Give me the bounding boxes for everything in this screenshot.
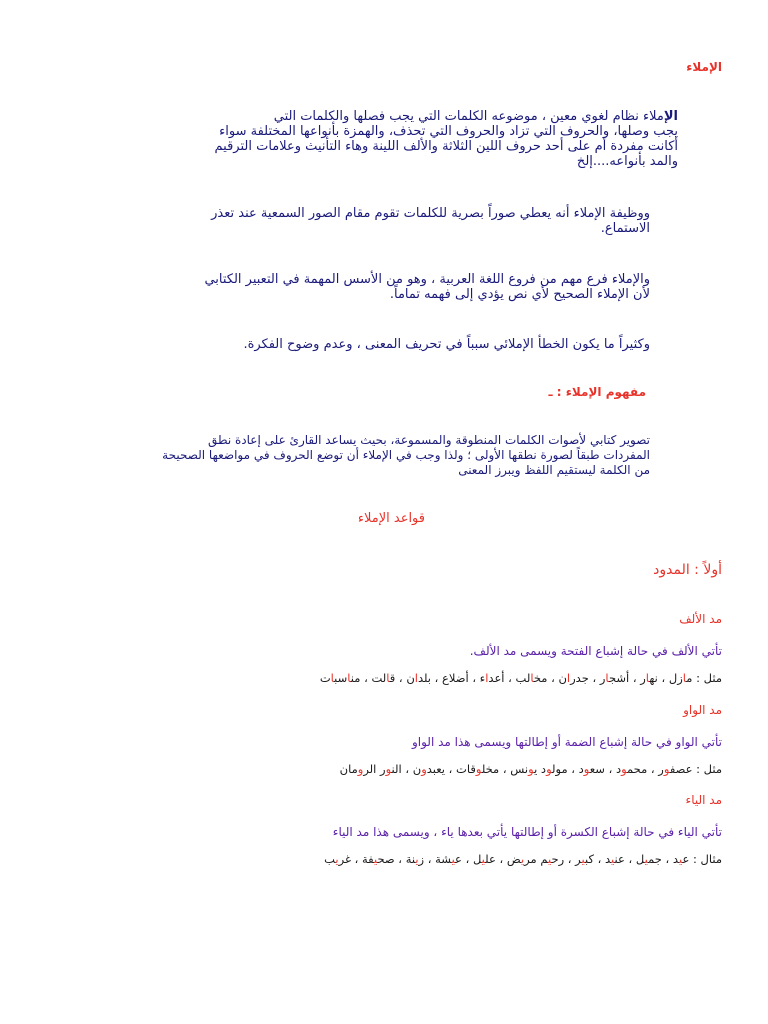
intro-paragraph (38, 109, 678, 169)
alif-example-list: مازل ، نهار ، أشجار ، جدران ، مخالب ، أعداء ، أضلع ، بلدان ، قالت ، مناسبات (319, 671, 693, 685)
example-word: كبير (575, 852, 594, 866)
example-word: قالت (371, 671, 396, 685)
concept-paragraph (10, 433, 650, 478)
intro-line-1: الإملاء نظام لغوي معين ، موضوعه الكلمات التي يجب فصلها والكلمات التي (273, 109, 678, 124)
alif-heading: مد الألف (679, 612, 722, 626)
branch-line-2: لأن الإملاء الصحيح لأي نص يؤدي إلى فهمه تماماً. (389, 287, 650, 302)
intro-bold-lead: الإ (663, 109, 678, 124)
example-word: غريب (324, 852, 351, 866)
waw-heading: مد الواو (683, 703, 722, 717)
rules-heading: قواعد الإملاء (357, 511, 425, 526)
intro-line-2: يجب وصلها، والحروف التي تزاد والحروف التي تحذف، والهمزة بأنواعها المختلفة سواء (219, 124, 678, 139)
waw-examples (340, 762, 722, 777)
example-word: النور الرومان (339, 762, 402, 776)
function-line-1: ووظيفة الإملاء أنه يعطي صوراً بصرية للكلمات تقوم مقام الصور السمعية عند تعذر (211, 206, 650, 221)
error-paragraph: وكثيراً ما يكون الخطأ الإملائي سبباً في تحريف المعنى ، وعدم وضوح الفكرة. (243, 337, 650, 352)
example-word: مولود يونس (510, 762, 568, 776)
example-word: يعبدون (412, 762, 446, 776)
waw-example-list: عصفور ، محمود ، سعود ، مولود يونس ، مخلوقات ، يعبدون ، النور الرومان (339, 762, 693, 776)
ya-examples (324, 852, 722, 867)
example-word: مناسبات (319, 671, 361, 685)
example-word: مخلوقات (456, 762, 500, 776)
concept-line-3: من الكلمة ليستقيم اللفظ ويبرز المعنى (458, 463, 650, 477)
page-title: الإملاء (686, 60, 722, 74)
ya-example-label: مثال : (689, 852, 722, 866)
intro-line-3: أكانت مفردة أم على أحد حروف اللين الثلاثة والألف اللينة وهاء التأنيث وعلامات الترقيم (214, 139, 678, 154)
example-word: جميل (635, 852, 662, 866)
section-heading: أولاً : المدود (653, 562, 722, 578)
example-word: نهار (640, 671, 658, 685)
example-word: صحيفة (361, 852, 395, 866)
alif-example-label: مثل : (692, 671, 722, 685)
function-paragraph (30, 206, 650, 236)
example-word: مخالب (515, 671, 548, 685)
example-word: عنيد (605, 852, 625, 866)
example-word: سعود (578, 762, 605, 776)
waw-example-label: مثل : (692, 762, 722, 776)
branch-line-1: والإملاء فرع مهم من فروع اللغة العربية ، وهو من الأسس المهمة في التعبير الكتابي (204, 272, 650, 287)
alif-examples (320, 671, 722, 686)
ya-rule: تأتي الياء في حالة إشباع الكسرة أو إطالتها يأتي بعدها ياء ، ويسمى هذا مد الياء (332, 825, 722, 839)
example-word: جدران (558, 671, 589, 685)
example-word: عصفور (658, 762, 693, 776)
concept-line-2: المفردات طبقاً لصورة نطقها الأولى ؛ ولذا وجب في الإملاء أن توضع الحروف في مواضعها الصحيحة (162, 448, 650, 462)
example-word: مازل (668, 671, 693, 685)
concept-heading: مفهوم الإملاء : ـ (548, 385, 646, 399)
example-word: بلدان (406, 671, 432, 685)
example-word: محمود (615, 762, 648, 776)
intro-line-4: والمد بأنواعه....إلخ (576, 154, 678, 169)
function-line-2: الاستماع. (600, 221, 650, 236)
example-word: عليل (472, 852, 496, 866)
ya-heading: مد الياء (685, 793, 722, 807)
branch-paragraph (30, 272, 650, 302)
alif-rule: تأتي الألف في حالة إشباع الفتحة ويسمى مد الألف. (469, 644, 722, 658)
waw-rule: تأتي الواو في حالة إشباع الضمة أو إطالتها ويسمى هذا مد الواو (411, 735, 722, 749)
example-word: عيد (672, 852, 690, 866)
example-word: أشجار (599, 671, 630, 685)
example-word: عيشة (435, 852, 462, 866)
example-word: أعداء (479, 671, 505, 685)
concept-line-1: تصوير كتابي لأصوات الكلمات المنطوقة والمسموعة، بحيث يساعد القارئ على إعادة نطق (208, 433, 650, 447)
example-word: أضلع (442, 671, 469, 685)
ya-example-list: عيد ، جميل ، عنيد ، كبير ، رحيم مريض ، عليل ، عيشة ، زينة ، صحيفة ، غريب (324, 852, 690, 866)
example-word: زينة (405, 852, 425, 866)
example-word: رحيم مريض (506, 852, 565, 866)
